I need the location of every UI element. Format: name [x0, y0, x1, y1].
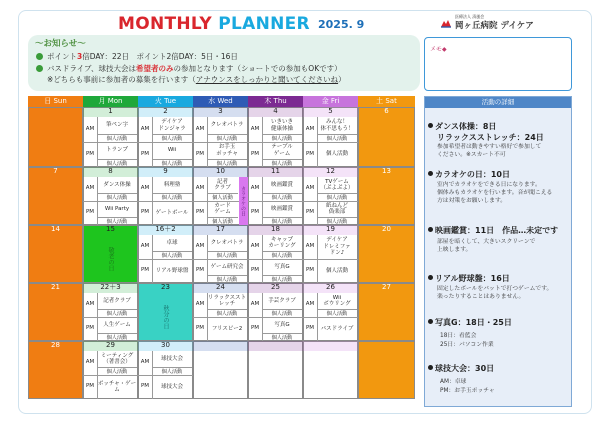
am-label: AM — [85, 301, 95, 307]
pm-label: PM — [195, 267, 205, 273]
pm-label: PM — [140, 150, 150, 157]
day-number: 18 — [248, 225, 303, 235]
am-label: AM — [250, 125, 260, 132]
day-number: 30 — [138, 341, 193, 351]
detail-karaoke-desc-1: 室内でカラオケをできる日になります。 — [437, 182, 541, 188]
day-number: 8 — [83, 167, 138, 177]
pm-label: PM — [305, 267, 315, 273]
pm-label: PM — [305, 325, 315, 331]
activity-details-title: 活動の詳細 — [425, 97, 571, 108]
day-number — [28, 107, 83, 117]
pm-activity[interactable]: お手玉 ポッチャ — [216, 144, 238, 157]
am-label: AM — [195, 185, 205, 191]
notice-line-1: ポイント3倍DAY：22日 ポイント2倍DAY：5日・16日 — [36, 51, 238, 62]
detail-photo-desc-2: 25日：パソコン作業 — [440, 342, 494, 348]
am-activity[interactable]: いきいき 健康体操 — [270, 119, 293, 132]
am-activity[interactable]: ミーティング （著書会） — [100, 352, 134, 365]
am-individual[interactable]: 個人活動 — [152, 134, 192, 142]
am-individual[interactable]: 個人活動 — [207, 134, 247, 142]
am-activity[interactable]: クレオパトラ — [210, 122, 244, 129]
day-number: 17 — [193, 225, 248, 235]
bullet-icon — [428, 275, 433, 280]
am-activity[interactable]: キャップ カーリング — [268, 236, 296, 249]
am-label: AM — [85, 359, 95, 365]
pm-label: PM — [250, 325, 260, 331]
pm-individual[interactable]: 個人活動 — [97, 217, 137, 225]
detail-movie-title: 映画鑑賞：11日 作品…未定です — [428, 225, 558, 236]
bullet-icon — [36, 53, 43, 60]
day-number: 28 — [51, 341, 60, 349]
pm-activity[interactable]: 写真G — [274, 321, 290, 328]
am-individual[interactable]: 個人活動 — [207, 193, 238, 201]
pm-individual[interactable]: 個人活動 — [262, 217, 302, 225]
pm-label: PM — [85, 150, 95, 157]
pm-label: PM — [250, 267, 260, 273]
am-individual[interactable]: 個人活動 — [317, 193, 357, 201]
detail-karaoke-desc-3: 方は対策をお願いします。 — [437, 198, 507, 204]
notice-line-2: バスドライブ、球技大会は希望者のみの参加となります（ショートでの参加もOKです） — [36, 63, 342, 74]
weekday-header-mon: 月 Mon — [83, 96, 138, 107]
day-number — [358, 341, 415, 351]
day-number: 24 — [193, 283, 248, 293]
am-activity[interactable]: 記者クラブ — [103, 297, 131, 304]
detail-baseball-desc-2: 楽ったりすることはありません。 — [437, 294, 525, 300]
day-number: 27 — [382, 283, 391, 291]
am-individual[interactable]: 個人活動 — [97, 134, 137, 142]
pm-individual[interactable]: 個人活動 — [97, 333, 137, 341]
detail-baseball-title: リアル野球盤：16日 — [428, 273, 510, 284]
am-label: AM — [195, 301, 205, 307]
pm-activity[interactable]: Wii — [167, 147, 177, 154]
am-activity[interactable]: 記者 クラブ — [214, 178, 231, 191]
pm-individual[interactable]: 個人活動 — [97, 159, 137, 167]
pm-activity[interactable]: ゲーム研究会 — [210, 263, 244, 270]
day-number: 26 — [303, 283, 358, 293]
day-number: 9 — [138, 167, 193, 177]
logo-clinic-name: 岡ヶ丘病院 デイケア — [455, 21, 534, 31]
pm-activity[interactable]: 映画鑑賞 — [270, 205, 293, 212]
day-number: 11 — [248, 167, 303, 177]
detail-karaoke-desc-2: 個体みもカラオケを行います。音が聞こえる — [437, 190, 553, 196]
weekday-header-wed: 水 Wed — [193, 96, 248, 107]
detail-movie-desc-2: 上映します。 — [437, 247, 472, 253]
pm-individual[interactable]: 個人活動 — [317, 217, 357, 225]
am-individual[interactable]: 個人活動 — [152, 193, 192, 201]
pm-activity[interactable]: ゲートボール — [155, 209, 189, 216]
am-individual[interactable]: 個人活動 — [207, 309, 247, 317]
day-number: 25 — [248, 283, 303, 293]
detail-photo-desc-1: 18日：看藍会 — [440, 333, 477, 339]
day-number — [303, 341, 358, 351]
am-activity[interactable]: 映画鑑賞 — [270, 181, 293, 188]
am-activity[interactable]: リラックスストレッチ — [207, 294, 247, 307]
detail-dance-title: ダンス体操：8日 — [428, 121, 496, 132]
notice-line-3: ※どちらも事前に参加者の募集を行います（アナウンスをしっかりと聞いてくださいね） — [47, 75, 346, 84]
memo-label: メモ◆ — [430, 46, 447, 53]
detail-stretch-title: リラックスストレッチ：24日 — [437, 133, 544, 142]
day-number: 14 — [51, 225, 60, 233]
am-individual[interactable]: 個人活動 — [262, 193, 302, 201]
pm-individual[interactable]: 個人活動 — [262, 333, 302, 341]
am-individual[interactable]: 個人活動 — [262, 309, 302, 317]
pm-individual[interactable]: 個人活動 — [152, 159, 192, 167]
weekday-header-tue: 火 Tue — [138, 96, 193, 107]
day-number: 29 — [83, 341, 138, 351]
pm-individual[interactable]: 個人活動 — [207, 159, 247, 167]
detail-ballgame-desc-2: PM：お手玉ポッチャ — [440, 388, 495, 394]
am-individual[interactable]: 個人活動 — [152, 367, 192, 375]
am-activity[interactable]: デイケア ドレミファ ドン♪ — [323, 237, 351, 257]
am-individual[interactable]: 個人活動 — [207, 251, 247, 259]
am-label: AM — [140, 243, 150, 249]
pm-activity[interactable]: カード ゲーム — [214, 202, 231, 215]
am-label: AM — [195, 125, 205, 132]
pm-label: PM — [195, 209, 205, 215]
pm-activity[interactable]: Wii Party — [104, 205, 130, 212]
pm-activity[interactable]: 球技大会 — [160, 383, 183, 390]
weekday-header-sat: 土 Sat — [358, 96, 415, 107]
am-label: AM — [140, 125, 150, 132]
bullet-icon — [428, 171, 433, 176]
detail-baseball-desc-1: 固定したボールをバットで打つゲームです。 — [437, 286, 553, 292]
pm-activity[interactable]: トランプ — [105, 147, 128, 154]
notice-box — [28, 35, 420, 91]
bullet-icon — [428, 319, 433, 324]
pm-activity[interactable]: バスドライブ — [320, 325, 354, 332]
am-activity[interactable]: TVゲーム （ぷよぷよ） — [320, 178, 354, 191]
bullet-icon — [36, 65, 43, 72]
day-number: 4 — [248, 107, 303, 117]
weekday-header-fri: 金 Fri — [303, 96, 358, 107]
activity-details-panel — [424, 96, 572, 407]
day-number: 23 — [161, 283, 170, 291]
pm-label: PM — [305, 150, 315, 157]
am-label: AM — [250, 301, 260, 307]
clinic-logo — [440, 14, 570, 31]
pm-activity[interactable]: 個人活動 — [325, 151, 348, 158]
am-activity[interactable]: 卓球 — [166, 239, 178, 246]
day-number: 6 — [384, 107, 389, 115]
am-individual[interactable]: 個人活動 — [97, 309, 137, 317]
day-number: 7 — [53, 167, 58, 175]
pm-label: PM — [250, 209, 260, 215]
day-number — [248, 341, 303, 351]
day-number: 3 — [193, 107, 248, 117]
pm-individual[interactable]: 個人活動 — [262, 275, 302, 283]
memo-box[interactable] — [424, 37, 572, 91]
bullet-icon — [428, 227, 433, 232]
pm-label: PM — [305, 209, 315, 215]
detail-ballgame-desc-1: AM：卓球 — [440, 379, 467, 385]
detail-karaoke-title: カラオケの日：10日 — [428, 169, 510, 180]
am-label: AM — [305, 301, 315, 307]
day-number: 21 — [51, 283, 60, 291]
holiday-label: 秋分の日 — [162, 305, 169, 329]
am-activity[interactable]: 料理塾 — [163, 181, 181, 188]
am-activity[interactable]: みんな！ 体不思もう！ — [320, 119, 354, 132]
karaoke-day-label: カラオケの日 — [239, 177, 248, 225]
day-number: 10 — [193, 167, 248, 177]
am-label: AM — [85, 125, 95, 132]
am-individual[interactable]: 個人活動 — [152, 251, 192, 259]
am-activity[interactable]: 球技大会 — [160, 355, 183, 362]
weekday-header-sun: 日 Sun — [28, 96, 83, 107]
logo-mark-icon — [440, 19, 452, 28]
am-label: AM — [85, 185, 95, 191]
bullet-icon — [428, 123, 433, 128]
am-individual[interactable]: 個人活動 — [262, 251, 302, 259]
am-activity[interactable]: ダンス体操 — [103, 181, 131, 188]
day-number: 5 — [303, 107, 358, 117]
am-label: AM — [305, 185, 315, 191]
pm-activity[interactable]: リアル野球盤 — [155, 267, 189, 274]
am-label: AM — [195, 243, 205, 249]
day-number: 22＋3 — [83, 283, 138, 293]
am-label: AM — [305, 243, 315, 249]
day-number — [193, 341, 248, 351]
pm-label: PM — [85, 209, 95, 215]
bullet-icon — [428, 365, 433, 370]
day-number: 15 — [106, 225, 115, 233]
am-individual[interactable]: 個人活動 — [97, 193, 137, 201]
pm-label: PM — [140, 383, 150, 389]
pm-activity[interactable]: フリスビー2 — [211, 325, 243, 332]
pm-individual[interactable]: 個人活動 — [207, 217, 238, 225]
day-number: 20 — [382, 225, 391, 233]
detail-dance-desc-2: ください。※スカート不可 — [437, 152, 506, 158]
pm-individual[interactable]: 個人活動 — [262, 159, 302, 167]
calendar-grid — [28, 107, 415, 407]
am-individual[interactable]: 個人活動 — [317, 134, 357, 142]
pm-activity[interactable]: ボッチャ・ゲーム — [97, 380, 137, 393]
pm-activity[interactable]: テーブル ゲーム — [271, 144, 293, 157]
weekday-header-thu: 木 Thu — [248, 96, 303, 107]
pm-individual[interactable]: 個人活動 — [207, 275, 247, 283]
day-number: 1 — [83, 107, 138, 117]
detail-ballgame-title: 球技大会：30日 — [428, 363, 494, 374]
title-date: 2025. 9 — [318, 18, 365, 31]
logo-corp-name: 医療法人 清風会 — [455, 14, 485, 19]
am-individual[interactable]: 個人活動 — [97, 367, 137, 375]
day-number: 13 — [382, 167, 391, 175]
am-activity[interactable]: 筆ペン字 — [105, 122, 128, 129]
holiday-label: 敬老の日 — [107, 247, 114, 271]
pm-activity[interactable]: 人生ゲーム — [103, 321, 131, 328]
am-label: AM — [250, 243, 260, 249]
am-individual[interactable]: 個人活動 — [262, 134, 302, 142]
day-number: 12 — [303, 167, 358, 177]
pm-activity[interactable]: 写真G — [274, 263, 290, 270]
pm-label: PM — [195, 325, 205, 331]
pm-label: PM — [140, 209, 150, 215]
pm-activity[interactable]: 紙ねんど 偽楽部 — [325, 202, 348, 215]
day-number: 16＋2 — [138, 225, 193, 235]
am-label: AM — [140, 185, 150, 191]
am-activity[interactable]: 手芸クラブ — [268, 297, 296, 304]
am-activity[interactable]: クレオパトラ — [210, 239, 244, 246]
pm-label: PM — [195, 150, 205, 157]
pm-label: PM — [140, 267, 150, 273]
detail-movie-desc-1: 部屋を暗くして、大きいスクリーンで — [437, 239, 536, 245]
am-activity[interactable]: デイケア ドンジャラ — [158, 119, 186, 132]
pm-label: PM — [250, 150, 260, 157]
am-individual[interactable]: 個人活動 — [317, 309, 357, 317]
detail-photo-title: 写真G：18日・25日 — [428, 317, 512, 328]
am-label: AM — [140, 359, 150, 365]
pm-label: PM — [85, 325, 95, 331]
notice-heading: 〜お知らせ〜 — [35, 39, 86, 49]
am-label: AM — [305, 125, 315, 132]
am-label: AM — [250, 185, 260, 191]
pm-label: PM — [85, 383, 95, 389]
day-number: 19 — [303, 225, 358, 235]
page-title: MONTHLY PLANNER — [118, 14, 310, 34]
pm-activity[interactable]: 個人活動 — [325, 267, 348, 274]
day-number: 2 — [138, 107, 193, 117]
detail-dance-desc-1: 参加希望者は動きやすい格好で参加して — [437, 144, 542, 150]
am-activity[interactable]: Wii ボウリング — [323, 294, 351, 307]
